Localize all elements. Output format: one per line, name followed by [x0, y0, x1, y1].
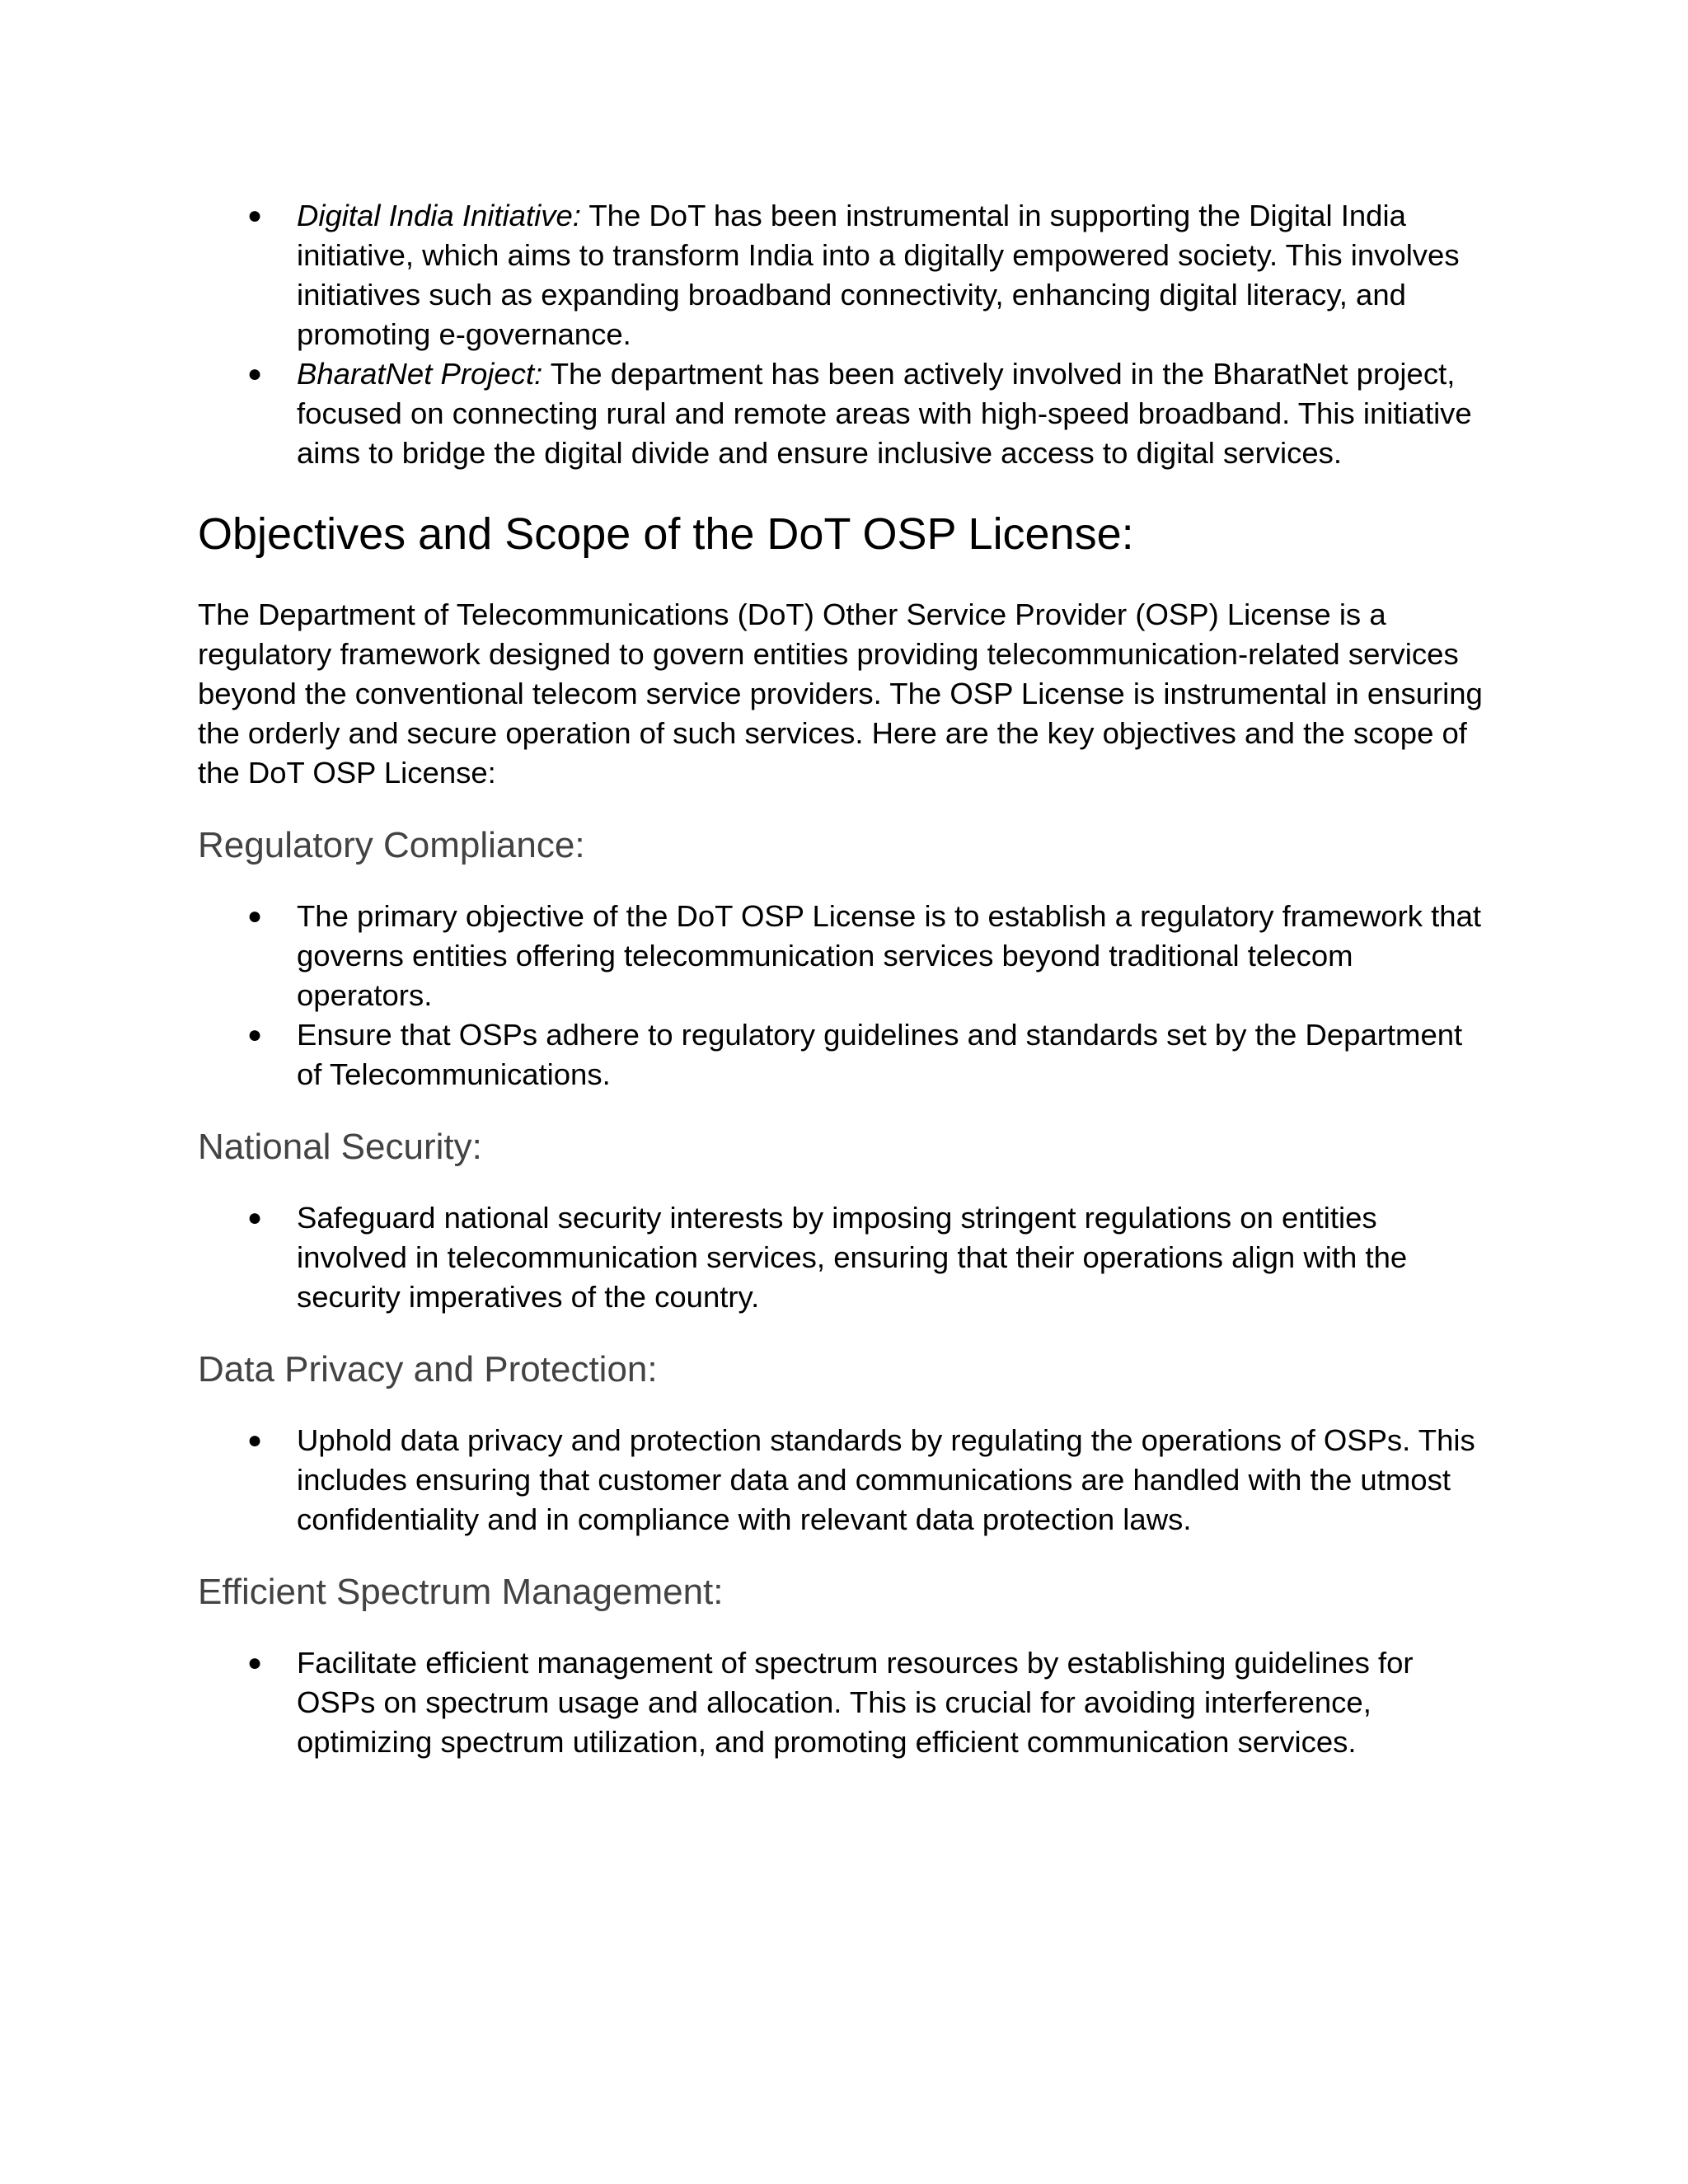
- list-item: [198, 354, 1484, 473]
- subsection-heading: Regulatory Compliance:: [198, 825, 585, 865]
- subsection-heading: Data Privacy and Protection:: [198, 1349, 658, 1390]
- bullet-icon: ●: [247, 1649, 263, 1676]
- bullet-icon: ●: [247, 360, 263, 387]
- bullet-list: [198, 1198, 1484, 1317]
- section-title: Objectives and Scope of the DoT OSP License:: [198, 509, 1134, 559]
- section-paragraph: The Department of Telecommunications (DoT) Other Service Provider (OSP) License is a regulatory framework designed to govern entities providing telecommunication-related services beyond the conventional telecom service providers. The OSP License is instrumental in ensuring the orderly and secure operation of such services. Here are the key objectives and the scope of the DoT OSP License:: [198, 598, 1483, 790]
- subsection-spectrum-management: [198, 1569, 1484, 1762]
- bullet-list: [198, 1643, 1484, 1762]
- subsection-data-privacy: [198, 1347, 1484, 1540]
- subsection-heading: National Security:: [198, 1127, 482, 1167]
- bullet-lead: BharatNet Project:: [297, 357, 543, 391]
- bullet-icon: ●: [247, 1204, 263, 1231]
- list-item: [198, 1421, 1484, 1540]
- bullet-text: Facilitate efficient management of spectrum resources by establishing guidelines for OSPs on spectrum usage and allocation. This is crucial for avoiding interference, optimizing spectrum utilization, and promoting efficient communication services.: [297, 1646, 1414, 1759]
- bullet-list: [198, 897, 1484, 1094]
- intro-bullet-list: [198, 196, 1484, 473]
- list-item: [198, 1015, 1484, 1094]
- subsection-national-security: [198, 1124, 1484, 1317]
- subsection-regulatory-compliance: [198, 823, 1484, 1094]
- bullet-text: The DoT has been instrumental in supporting the Digital India initiative, which aims to transform India into a digitally empowered society. This involves initiatives such as expanding broadband connectivity, enhancing digital literacy, and promoting e-governance.: [297, 199, 1460, 351]
- bullet-text: The department has been actively involved in the BharatNet project, focused on connecting rural and remote areas with high-speed broadband. This initiative aims to bridge the digital divide and ensure inclusive access to digital services.: [297, 357, 1472, 470]
- list-item: [198, 897, 1484, 1015]
- bullet-text: Uphold data privacy and protection standards by regulating the operations of OSPs. This includes ensuring that customer data and communications are handled with the utmost confidentiality and in compliance with relevant data protection laws.: [297, 1423, 1475, 1536]
- document-page: [198, 196, 1484, 1762]
- subsection-heading: Efficient Spectrum Management:: [198, 1572, 724, 1612]
- bullet-text: Ensure that OSPs adhere to regulatory guidelines and standards set by the Department of Telecommunications.: [297, 1018, 1463, 1091]
- bullet-lead: Digital India Initiative:: [297, 199, 581, 232]
- bullet-text: Safeguard national security interests by imposing stringent regulations on entities involved in telecommunication services, ensuring that their operations align with the security imperatives of the country.: [297, 1201, 1408, 1314]
- bullet-list: [198, 1421, 1484, 1540]
- bullet-icon: ●: [247, 1021, 263, 1048]
- list-item: [198, 1198, 1484, 1317]
- bullet-icon: ●: [247, 902, 263, 930]
- bullet-icon: ●: [247, 1427, 263, 1454]
- list-item: [198, 196, 1484, 354]
- bullet-icon: ●: [247, 202, 263, 229]
- list-item: [198, 1643, 1484, 1762]
- bullet-text: The primary objective of the DoT OSP License is to establish a regulatory framework that governs entities offering telecommunication services beyond traditional telecom operators.: [297, 899, 1482, 1012]
